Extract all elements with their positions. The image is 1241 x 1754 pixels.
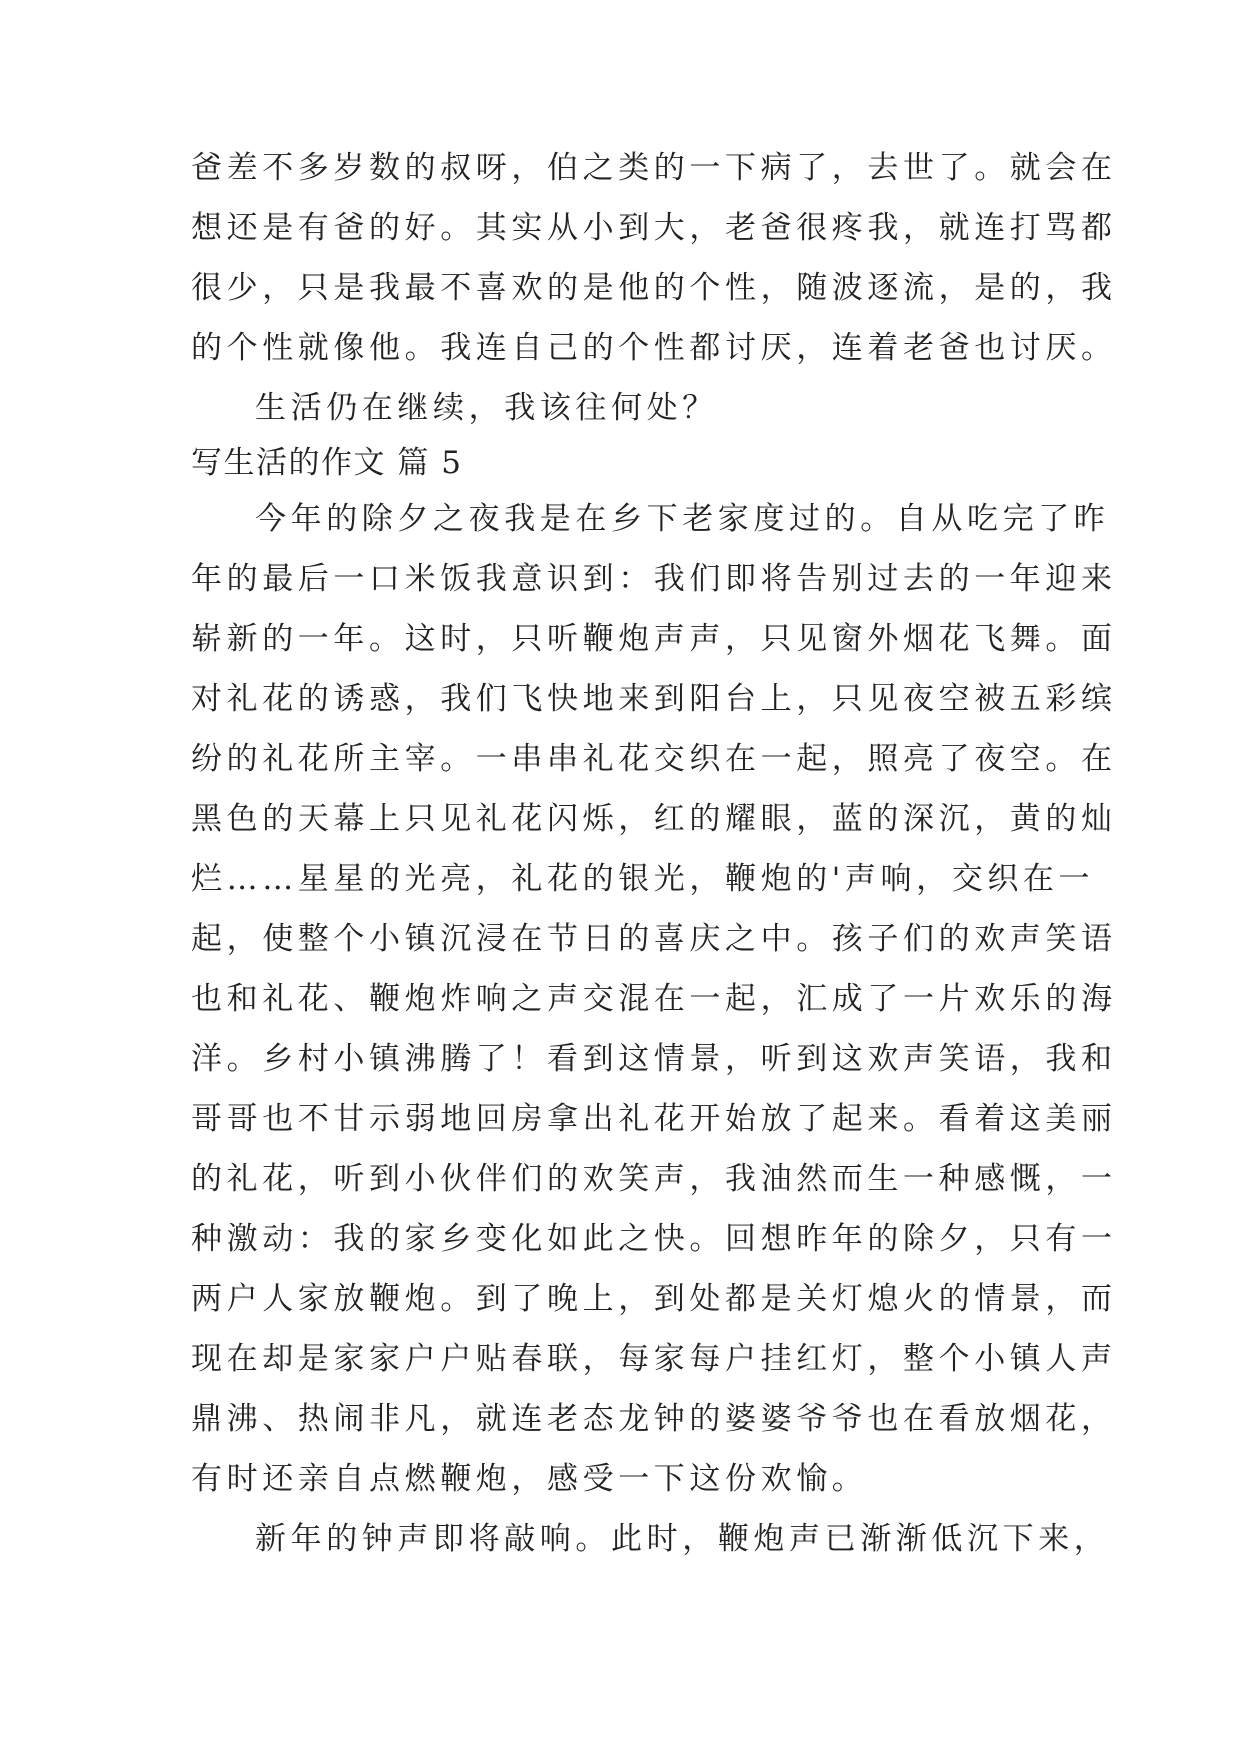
paragraph-line: 两户人家放鞭炮。到了晚上，到处都是关灯熄火的情景，而 <box>191 1281 1117 1317</box>
paragraph-line: 也和礼花、鞭炮炸响之声交混在一起，汇成了一片欢乐的海 <box>191 981 1117 1017</box>
paragraph-line: 纷的礼花所主宰。一串串礼花交织在一起，照亮了夜空。在 <box>191 741 1117 777</box>
paragraph-line: 有时还亲自点燃鞭炮，感受一下这份欢愉。 <box>191 1461 868 1497</box>
paragraph-line: 烂……星星的光亮，礼花的银光，鞭炮的'声响，交织在一 <box>191 861 1095 897</box>
paragraph-line: 哥哥也不甘示弱地回房拿出礼花开始放了起来。看着这美丽 <box>191 1101 1117 1137</box>
paragraph-line: 的个性就像他。我连自己的个性都讨厌，连着老爸也讨厌。 <box>191 330 1117 366</box>
paragraph-line: 种激动：我的家乡变化如此之快。回想昨年的除夕，只有一 <box>191 1221 1117 1257</box>
paragraph-line: 生活仍在继续，我该往何处？ <box>255 390 718 426</box>
paragraph-line: 年的最后一口米饭我意识到：我们即将告别过去的一年迎来 <box>191 561 1117 597</box>
paragraph-line: 的礼花，听到小伙伴们的欢笑声，我油然而生一种感慨，一 <box>191 1161 1117 1197</box>
paragraph-line: 今年的除夕之夜我是在乡下老家度过的。自从吃完了昨 <box>255 501 1110 537</box>
paragraph-line: 对礼花的诱惑，我们飞快地来到阳台上，只见夜空被五彩缤 <box>191 681 1117 717</box>
section-heading: 写生活的作文 篇 5 <box>191 445 463 481</box>
paragraph-line: 崭新的一年。这时，只听鞭炮声声，只见窗外烟花飞舞。面 <box>191 621 1117 657</box>
paragraph-line: 新年的钟声即将敲响。此时，鞭炮声已渐渐低沉下来， <box>255 1521 1110 1557</box>
paragraph-line: 很少，只是我最不喜欢的是他的个性，随波逐流，是的，我 <box>191 270 1117 306</box>
paragraph-line: 起，使整个小镇沉浸在节日的喜庆之中。孩子们的欢声笑语 <box>191 921 1117 957</box>
paragraph-line: 黑色的天幕上只见礼花闪烁，红的耀眼，蓝的深沉，黄的灿 <box>191 801 1117 837</box>
paragraph-line: 想还是有爸的好。其实从小到大，老爸很疼我，就连打骂都 <box>191 210 1117 246</box>
paragraph-line: 鼎沸、热闹非凡，就连老态龙钟的婆婆爷爷也在看放烟花， <box>191 1401 1117 1437</box>
paragraph-line: 爸差不多岁数的叔呀，伯之类的一下病了，去世了。就会在 <box>191 150 1117 186</box>
paragraph-line: 洋。乡村小镇沸腾了！看到这情景，听到这欢声笑语，我和 <box>191 1041 1117 1077</box>
paragraph-line: 现在却是家家户户贴春联，每家每户挂红灯，整个小镇人声 <box>191 1341 1117 1377</box>
